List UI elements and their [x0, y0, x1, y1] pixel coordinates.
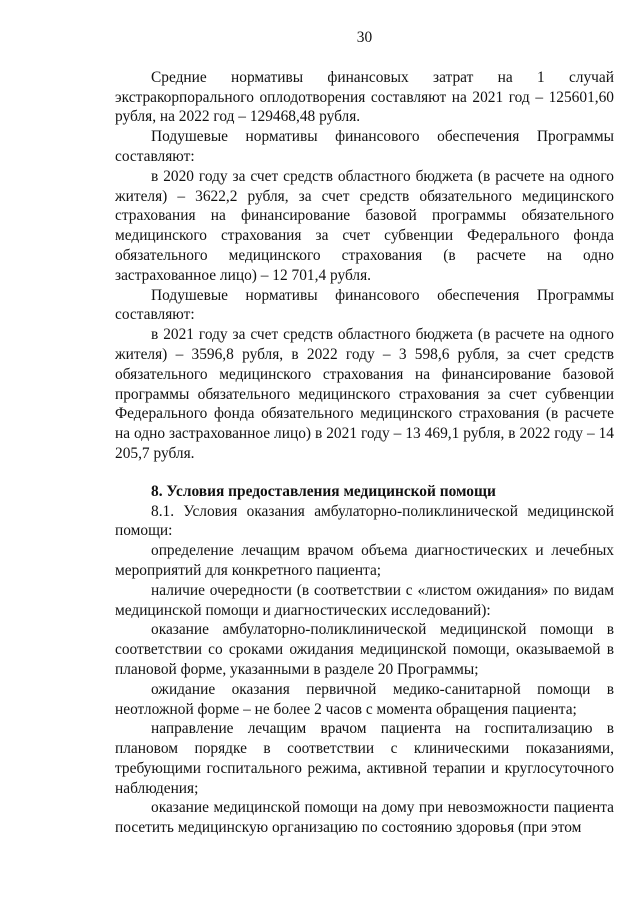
paragraph-doctor-determination: определение лечащим врачом объема диагностических и лечебных мероприятий для конкретного пациента; — [115, 542, 614, 579]
paragraph-outpatient-conditions: 8.1. Условия оказания амбулаторно-поликлинической медицинской помощи: — [115, 502, 614, 540]
paragraph-per-capita-2021-2022: в 2021 году за счет средств областного бюджета (в расчете на одного жителя) – 3596,8 рубля, в 2022 году – 3 598,6 рубля, за счет средств обязательного медицинского страхования на финансирование базовой программы обязательного медицинского страхования за счет субвенции Федерального фонда обязательного медицинского страхования (в расчете на одно застрахованное лицо) в 2021 году – 13 469,1 рубля, в 2022 году – 14 205,7 рубля. — [115, 326, 614, 462]
paragraph-ivf-costs: Средние нормативы финансовых затрат на 1 случай экстракорпорального оплодотворения составляют на 2021 год – 125601,60 рубля, на 2022 год – 129468,48 рубля. — [115, 68, 614, 126]
page-number: 30 — [356, 29, 373, 46]
paragraph-home-care: оказание медицинской помощи на дому при невозможности пациента посетить медицинскую организацию по состоянию здоровья (при этом — [115, 799, 614, 837]
paragraph-per-capita-2020: в 2020 году за счет средств областного бюджета (в расчете на одного жителя) – 3622,2 рубля, за счет средств обязательного медицинского страхования на финансирование базовой программы обязательного медицинского страхования за счет субвенции Федерального фонда обязательного медицинского страхования (в расчете на одно застрахованное лицо) – 12 701,4 рубля. — [115, 167, 614, 284]
paragraph-outpatient-timing: оказание амбулаторно-поликлинической медицинской помощи в соответствии со сроками ожидания медицинской помощи, оказываемой в плановой форме, указанными в разделе 20 Программы; — [115, 621, 614, 678]
section-heading: 8. Условия предоставления медицинской помощи — [151, 482, 496, 500]
paragraph-hospital-referral: направление лечащим врачом пациента на госпитализацию в плановом порядке в соответствии с клиническими показаниями, требующими госпитального режима, активной терапии и круглосуточного наблюдения; — [115, 720, 614, 797]
paragraph-waiting-list: наличие очередности (в соответствии с «листом ожидания» по видам медицинской помощи и диагностических исследований): — [115, 581, 614, 619]
paragraph-urgent-waiting: ожидание оказания первичной медико-санитарной помощи в неотложной форме – не более 2 часов с момента обращения пациента; — [115, 680, 614, 718]
paragraph-per-capita-intro-2021: Подушевые нормативы финансового обеспечения Программы составляют: — [115, 286, 614, 324]
paragraph-per-capita-intro-2020: Подушевые нормативы финансового обеспечения Программы составляют: — [115, 128, 614, 165]
